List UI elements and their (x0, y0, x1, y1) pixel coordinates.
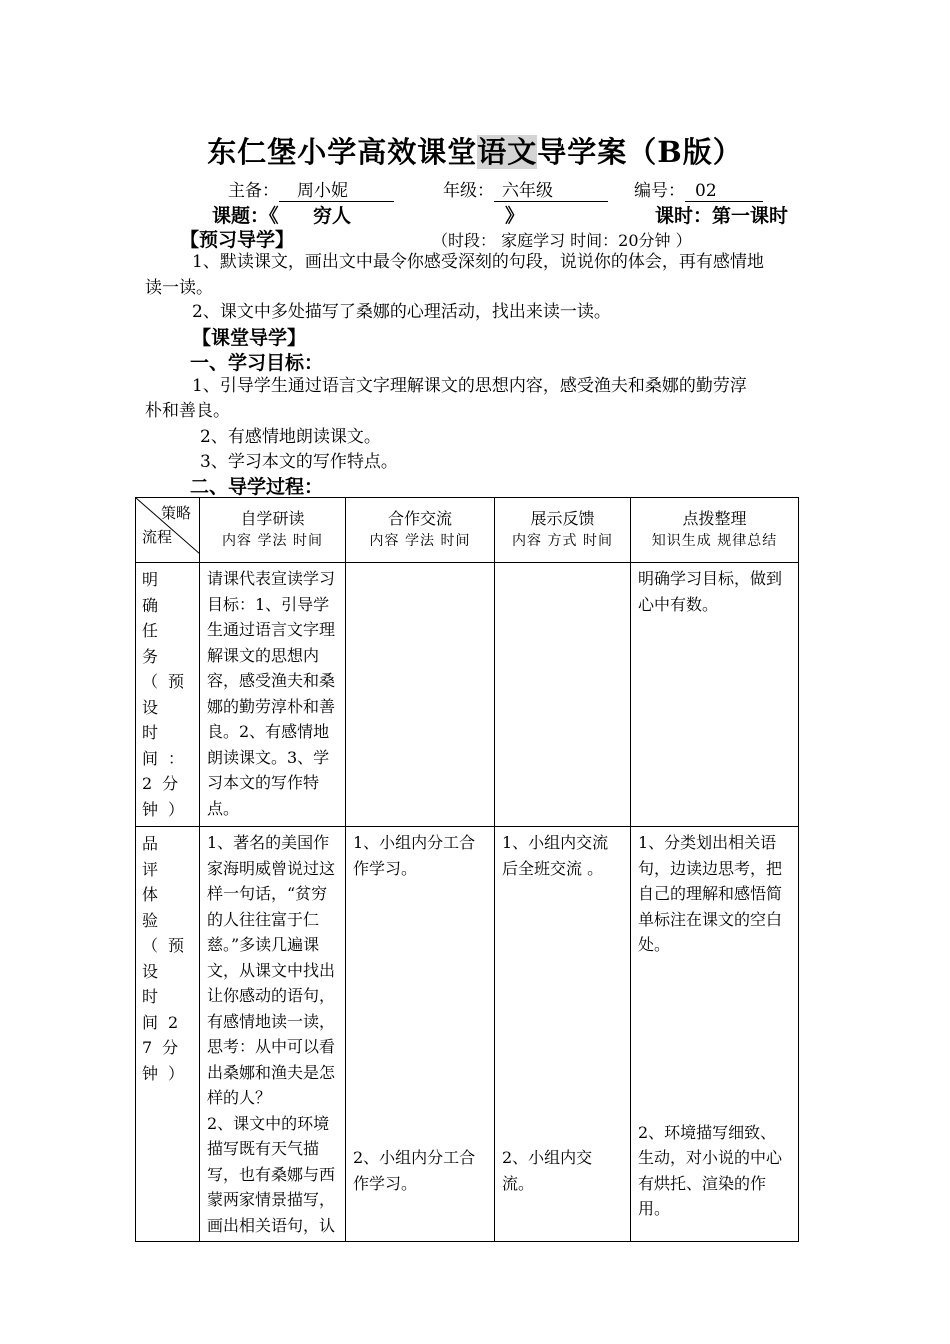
feedback-item-2: 2、小组内交流。 (502, 1148, 593, 1193)
table-row (136, 563, 799, 827)
lesson-topic-close: 》 (505, 205, 525, 227)
number-field (634, 176, 763, 202)
header-sub: 内容 学法 时间 (222, 533, 323, 549)
header-sub: 知识生成 规律总结 (651, 533, 778, 549)
goals-heading: 一、学习目标： (190, 352, 324, 374)
preview-heading: 【预习导学】 (180, 229, 295, 251)
page-title (0, 130, 950, 171)
title-part2: 导学案（B版） (537, 135, 743, 169)
header-sub: 内容 方式 时间 (512, 533, 613, 549)
author-value: 周小妮 (279, 181, 394, 202)
process-heading: 二、导学过程： (190, 476, 324, 498)
cooperate-cell (346, 827, 495, 1242)
feedback-cell (495, 563, 631, 827)
title-highlight: 语文 (477, 135, 538, 169)
feedback-item-1: 1、小组内交流后全班交流 。 (502, 833, 609, 878)
diag-label-top: 策略 (160, 504, 191, 522)
header-cooperate (346, 498, 495, 563)
title-part1: 东仁堡小学高效课堂 (207, 135, 478, 169)
cooperate-cell (346, 563, 495, 827)
author-field (228, 176, 394, 202)
cooperate-item-1: 1、小组内分工合作学习。 (353, 833, 476, 878)
diagonal-header-cell (136, 498, 200, 563)
stage-cell: 明确任务（预设时间：2分钟） (136, 563, 200, 827)
summary-item-1: 1、分类划出相关语句，边读边思考，把自己的理解和感悟简单标注在课文的空白处。 (638, 833, 783, 954)
lesson-topic-label: 课题：《 (212, 205, 279, 227)
self-study-item-1: 1、著名的美国作家海明威曾说过这样一句话，“贫穷的人往往富于仁慈。”多读几遍课文，从课文中找出让你感动的语句，有感情地读一读，思考：从中可以看出桑娜和渔夫是怎样的人？ (207, 833, 336, 1107)
summary-item-2: 2、环境描写细致、生动，对小说的中心有烘托、渲染的作用。 (638, 1122, 783, 1218)
header-title: 展示反馈 (530, 509, 595, 528)
goal-1a: 1、引导学生通过语言文字理解课文的思想内容，感受渔夫和桑娜的勤劳淳 (192, 376, 747, 396)
classroom-heading: 【课堂导学】 (192, 327, 307, 349)
goal-2: 2、有感情地朗读课文。 (200, 427, 381, 447)
guide-table (135, 497, 799, 1242)
feedback-cell (495, 827, 631, 1242)
grade-field (443, 176, 608, 202)
lesson-period: 课时：第一课时 (655, 205, 789, 227)
self-study-cell (200, 827, 346, 1242)
summary-cell (631, 827, 799, 1242)
number-label: 编号： (634, 181, 685, 201)
author-label: 主备： (228, 181, 279, 201)
header-feedback (495, 498, 631, 563)
goal-3: 3、学习本文的写作特点。 (200, 452, 398, 472)
table-row (136, 827, 799, 1242)
self-study-cell: 请课代表宣读学习目标：1、引导学生通过语言文字理解课文的思想内容，感受渔夫和桑娜的勤劳淳朴和善良。2、有感情地朗读课文。3、学习本文的写作特点。 (200, 563, 346, 827)
lesson-topic-value: 穷人 (313, 205, 352, 227)
cooperate-item-2: 2、小组内分工合作学习。 (353, 1148, 476, 1193)
header-title: 合作交流 (387, 509, 452, 528)
stage-cell: 品评体验（预设时间27分钟） (136, 827, 200, 1242)
header-self-study (200, 498, 346, 563)
preview-time-info: （时段： 家庭学习 时间：20分钟 ） (432, 231, 692, 250)
header-sub: 内容 学法 时间 (369, 533, 471, 549)
header-title: 自学研读 (240, 509, 305, 528)
summary-cell: 明确学习目标，做到心中有数。 (631, 563, 799, 827)
self-study-item-2: 2、课文中的环境描写既有天气描写，也有桑娜与西蒙两家情景描写，画出相关语句，认 (207, 1113, 336, 1235)
number-value: 02 (685, 181, 763, 202)
grade-value: 六年级 (494, 181, 608, 202)
grade-label: 年级： (443, 181, 494, 201)
preview-item-2: 2、课文中多处描写了桑娜的心理活动，找出来读一读。 (192, 302, 611, 322)
preview-item-1b: 读一读。 (145, 278, 213, 298)
preview-item-1a: 1、默读课文，画出文中最令你感受深刻的句段，说说你的体会，再有感情地 (192, 252, 764, 272)
header-title: 点拨整理 (682, 509, 747, 528)
goal-1b: 朴和善良。 (145, 401, 230, 421)
header-summary (631, 498, 799, 563)
table-header-row (136, 498, 799, 563)
diag-label-bottom: 流程 (142, 528, 173, 546)
